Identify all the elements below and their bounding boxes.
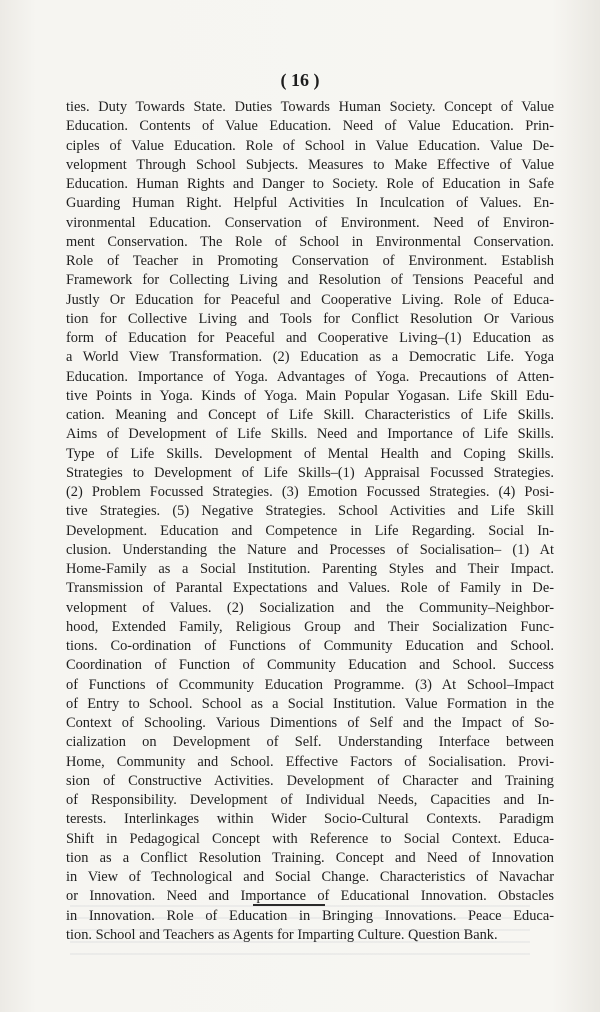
text-line: Education. Contents of Value Education. Need of Value Education. Prin- [66, 118, 554, 135]
page-number: ( 16 ) [280, 70, 320, 90]
text-line: sion of Constructive Activities. Development of Character and Training [66, 772, 554, 789]
text-line: cialization on Development of Self. Understanding Interface between [66, 734, 554, 751]
text-line: or Innovation. Need and Importance of Educational Innovation. Obstacles [66, 888, 554, 905]
text-line: tion. School and Teachers as Agents for Imparting Culture. Question Bank. [66, 926, 498, 943]
text-line: ment Conservation. The Role of School in Environmental Conservation. [66, 233, 554, 250]
text-line: clusion. Understanding the Nature and Processes of Socialisation– (1) At [66, 541, 554, 558]
text-line: Strategies to Development of Life Skills–(1) Appraisal Focussed Strategies. [66, 464, 554, 481]
text-line: terests. Interlinkages within Wider Socio-Cultural Contexts. Paradigm [66, 811, 554, 828]
text-line: ties. Duty Towards State. Duties Towards Human Society. Concept of Value [66, 99, 554, 115]
text-line: Education. Importance of Yoga. Advantages of Yoga. Precautions of Atten- [66, 368, 554, 385]
text-line: ciples of Value Education. Role of School in Value Education. Value De- [66, 137, 554, 154]
text-line: Transmission of Parantal Expectations and Values. Role of Family in De- [66, 580, 554, 597]
text-line: (2) Problem Focussed Strategies. (3) Emotion Focussed Strategies. (4) Posi- [66, 484, 554, 500]
contents-paragraph [66, 98, 554, 945]
text-line: Role of Teacher in Promoting Conservation of Environment. Establish [66, 253, 554, 269]
text-line: Aims of Development of Life Skills. Need and Importance of Life Skills. [66, 426, 554, 443]
text-line: Guarding Human Right. Helpful Activities In Inculcation of Values. En- [66, 195, 554, 212]
text-line: tion for Collective Living and Tools for Conflict Resolution Or Various [66, 310, 554, 327]
text-line: form of Education for Peaceful and Cooperative Living–(1) Education as [66, 330, 554, 346]
text-line: Home-Family as a Social Institution. Parenting Styles and Their Impact. [66, 561, 554, 577]
text-line: tions. Co-ordination of Functions of Community Education and School. [66, 638, 554, 654]
text-line: a World View Transformation. (2) Education as a Democratic Life. Yoga [66, 349, 554, 366]
text-line: velopment Through School Subjects. Measures to Make Effective of Value [66, 156, 554, 173]
text-line: tion as a Conflict Resolution Training. Concept and Need of Innovation [66, 849, 554, 866]
text-line: cation. Meaning and Concept of Life Skill. Characteristics of Life Skills. [66, 407, 554, 423]
text-line: Justly Or Education for Peaceful and Cooperative Living. Role of Educa- [66, 291, 554, 308]
text-line: in View of Technological and Social Change. Characteristics of Navachar [66, 869, 554, 885]
text-line: Type of Life Skills. Development of Mental Health and Coping Skills. [66, 445, 554, 462]
text-line: Coordination of Function of Community Education and School. Success [66, 657, 554, 674]
text-line: Education. Human Rights and Danger to Society. Role of Education in Safe [66, 176, 554, 192]
text-line: vironmental Education. Conservation of Environment. Need of Environ- [66, 214, 554, 231]
text-line: of Functions of Ccommunity Education Programme. (3) At School–Impact [66, 676, 554, 693]
end-rule [253, 904, 325, 906]
text-line: hood, Extended Family, Religious Group and Their Socialization Func- [66, 618, 554, 635]
text-line: of Responsibility. Development of Individual Needs, Capacities and In- [66, 792, 554, 808]
text-line: tive Points in Yoga. Kinds of Yoga. Main Popular Yogasan. Life Skill Edu- [66, 387, 554, 404]
text-line: Shift in Pedagogical Concept with Reference to Social Context. Educa- [66, 830, 554, 847]
text-line: velopment of Values. (2) Socialization and the Community–Neighbor- [66, 599, 554, 616]
text-line: Framework for Collecting Living and Resolution of Tensions Peaceful and [66, 272, 554, 289]
bleed-through-texture [70, 905, 530, 965]
text-line: in Innovation. Role of Education in Bringing Innovations. Peace Educa- [66, 907, 554, 924]
text-line: tive Strategies. (5) Negative Strategies. School Activities and Life Skill [66, 503, 554, 520]
text-line: of Entry to School. School as a Social Institution. Value Formation in the [66, 695, 554, 712]
text-line: Home, Community and School. Effective Factors of Socialisation. Provi- [66, 753, 554, 770]
text-line: Context of Schooling. Various Dimentions of Self and the Impact of So- [66, 715, 554, 731]
text-line: Development. Education and Competence in Life Regarding. Social In- [66, 522, 554, 539]
